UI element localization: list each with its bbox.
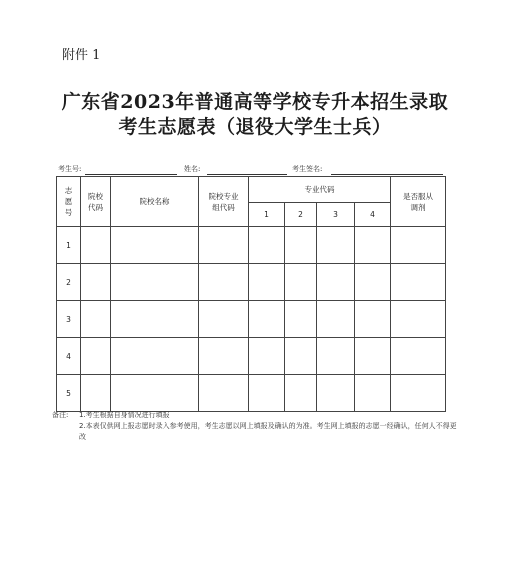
- form-title-line1: 广东省2023年普通高等学校专升本招生录取: [61, 91, 449, 113]
- header-order: 志 愿 号: [57, 177, 81, 227]
- group-code-cell[interactable]: [199, 301, 249, 338]
- major-code-cell[interactable]: [285, 301, 317, 338]
- note-item: 2.本表仅供网上报志愿时录入参考使用，考生志愿以网上填报及确认的为准。考生网上填报的志愿一经确认，任何人不得更改: [79, 422, 457, 441]
- school-name-cell[interactable]: [111, 375, 199, 412]
- table-row: [57, 264, 446, 301]
- major-code-cell[interactable]: [355, 264, 391, 301]
- exam-number-blank: [85, 174, 177, 175]
- header-school-name: 院校名称: [111, 177, 199, 227]
- major-code-cell[interactable]: [355, 227, 391, 264]
- name-label: 姓名:: [184, 165, 201, 173]
- table-row: [57, 338, 446, 375]
- major-code-cell[interactable]: [249, 338, 285, 375]
- row-number: 2: [57, 264, 81, 301]
- school-code-cell[interactable]: [81, 338, 111, 375]
- major-code-cell[interactable]: [317, 338, 355, 375]
- form-title-line2: 考生志愿表（退役大学生士兵）: [118, 116, 392, 138]
- major-code-cell[interactable]: [249, 375, 285, 412]
- exam-number-label: 考生号:: [58, 165, 82, 173]
- major-code-cell[interactable]: [317, 375, 355, 412]
- major-code-cell[interactable]: [249, 301, 285, 338]
- notes: [52, 410, 459, 443]
- adjust-cell[interactable]: [391, 338, 446, 375]
- adjust-cell[interactable]: [391, 375, 446, 412]
- group-code-cell[interactable]: [199, 375, 249, 412]
- row-number: 5: [57, 375, 81, 412]
- header-major-3: 3: [317, 203, 355, 227]
- header-major-1: 1: [249, 203, 285, 227]
- header-major-code: 专业代码: [249, 177, 391, 203]
- major-code-cell[interactable]: [317, 227, 355, 264]
- notes-label: 备注:: [52, 411, 69, 419]
- school-code-cell[interactable]: [81, 227, 111, 264]
- school-name-cell[interactable]: [111, 301, 199, 338]
- attachment-label: 附件 1: [62, 48, 101, 63]
- header-major-2: 2: [285, 203, 317, 227]
- header-group-code: 院校专业 组代码: [199, 177, 249, 227]
- major-code-cell[interactable]: [317, 301, 355, 338]
- adjust-cell[interactable]: [391, 301, 446, 338]
- header-school-code: 院校 代码: [81, 177, 111, 227]
- major-code-cell[interactable]: [355, 301, 391, 338]
- header-adjust: 是否服从 调剂: [391, 177, 446, 227]
- header-major-4: 4: [355, 203, 391, 227]
- signature-label: 考生签名:: [292, 165, 323, 173]
- school-code-cell[interactable]: [81, 375, 111, 412]
- school-name-cell[interactable]: [111, 227, 199, 264]
- signature-blank: [331, 174, 443, 175]
- major-code-cell[interactable]: [317, 264, 355, 301]
- group-code-cell[interactable]: [199, 338, 249, 375]
- major-code-cell[interactable]: [285, 375, 317, 412]
- application-table: [56, 176, 446, 412]
- major-code-cell[interactable]: [285, 264, 317, 301]
- school-code-cell[interactable]: [81, 301, 111, 338]
- major-code-cell[interactable]: [285, 338, 317, 375]
- name-blank: [207, 174, 287, 175]
- major-code-cell[interactable]: [355, 375, 391, 412]
- table-row: [57, 227, 446, 264]
- note-item: 1.考生根据自身情况进行填报: [79, 411, 170, 419]
- table-row: [57, 375, 446, 412]
- school-name-cell[interactable]: [111, 264, 199, 301]
- school-name-cell[interactable]: [111, 338, 199, 375]
- major-code-cell[interactable]: [285, 227, 317, 264]
- major-code-cell[interactable]: [249, 264, 285, 301]
- adjust-cell[interactable]: [391, 264, 446, 301]
- major-code-cell[interactable]: [355, 338, 391, 375]
- adjust-cell[interactable]: [391, 227, 446, 264]
- school-code-cell[interactable]: [81, 264, 111, 301]
- row-number: 4: [57, 338, 81, 375]
- major-code-cell[interactable]: [249, 227, 285, 264]
- row-number: 3: [57, 301, 81, 338]
- group-code-cell[interactable]: [199, 264, 249, 301]
- table-row: [57, 301, 446, 338]
- row-number: 1: [57, 227, 81, 264]
- group-code-cell[interactable]: [199, 227, 249, 264]
